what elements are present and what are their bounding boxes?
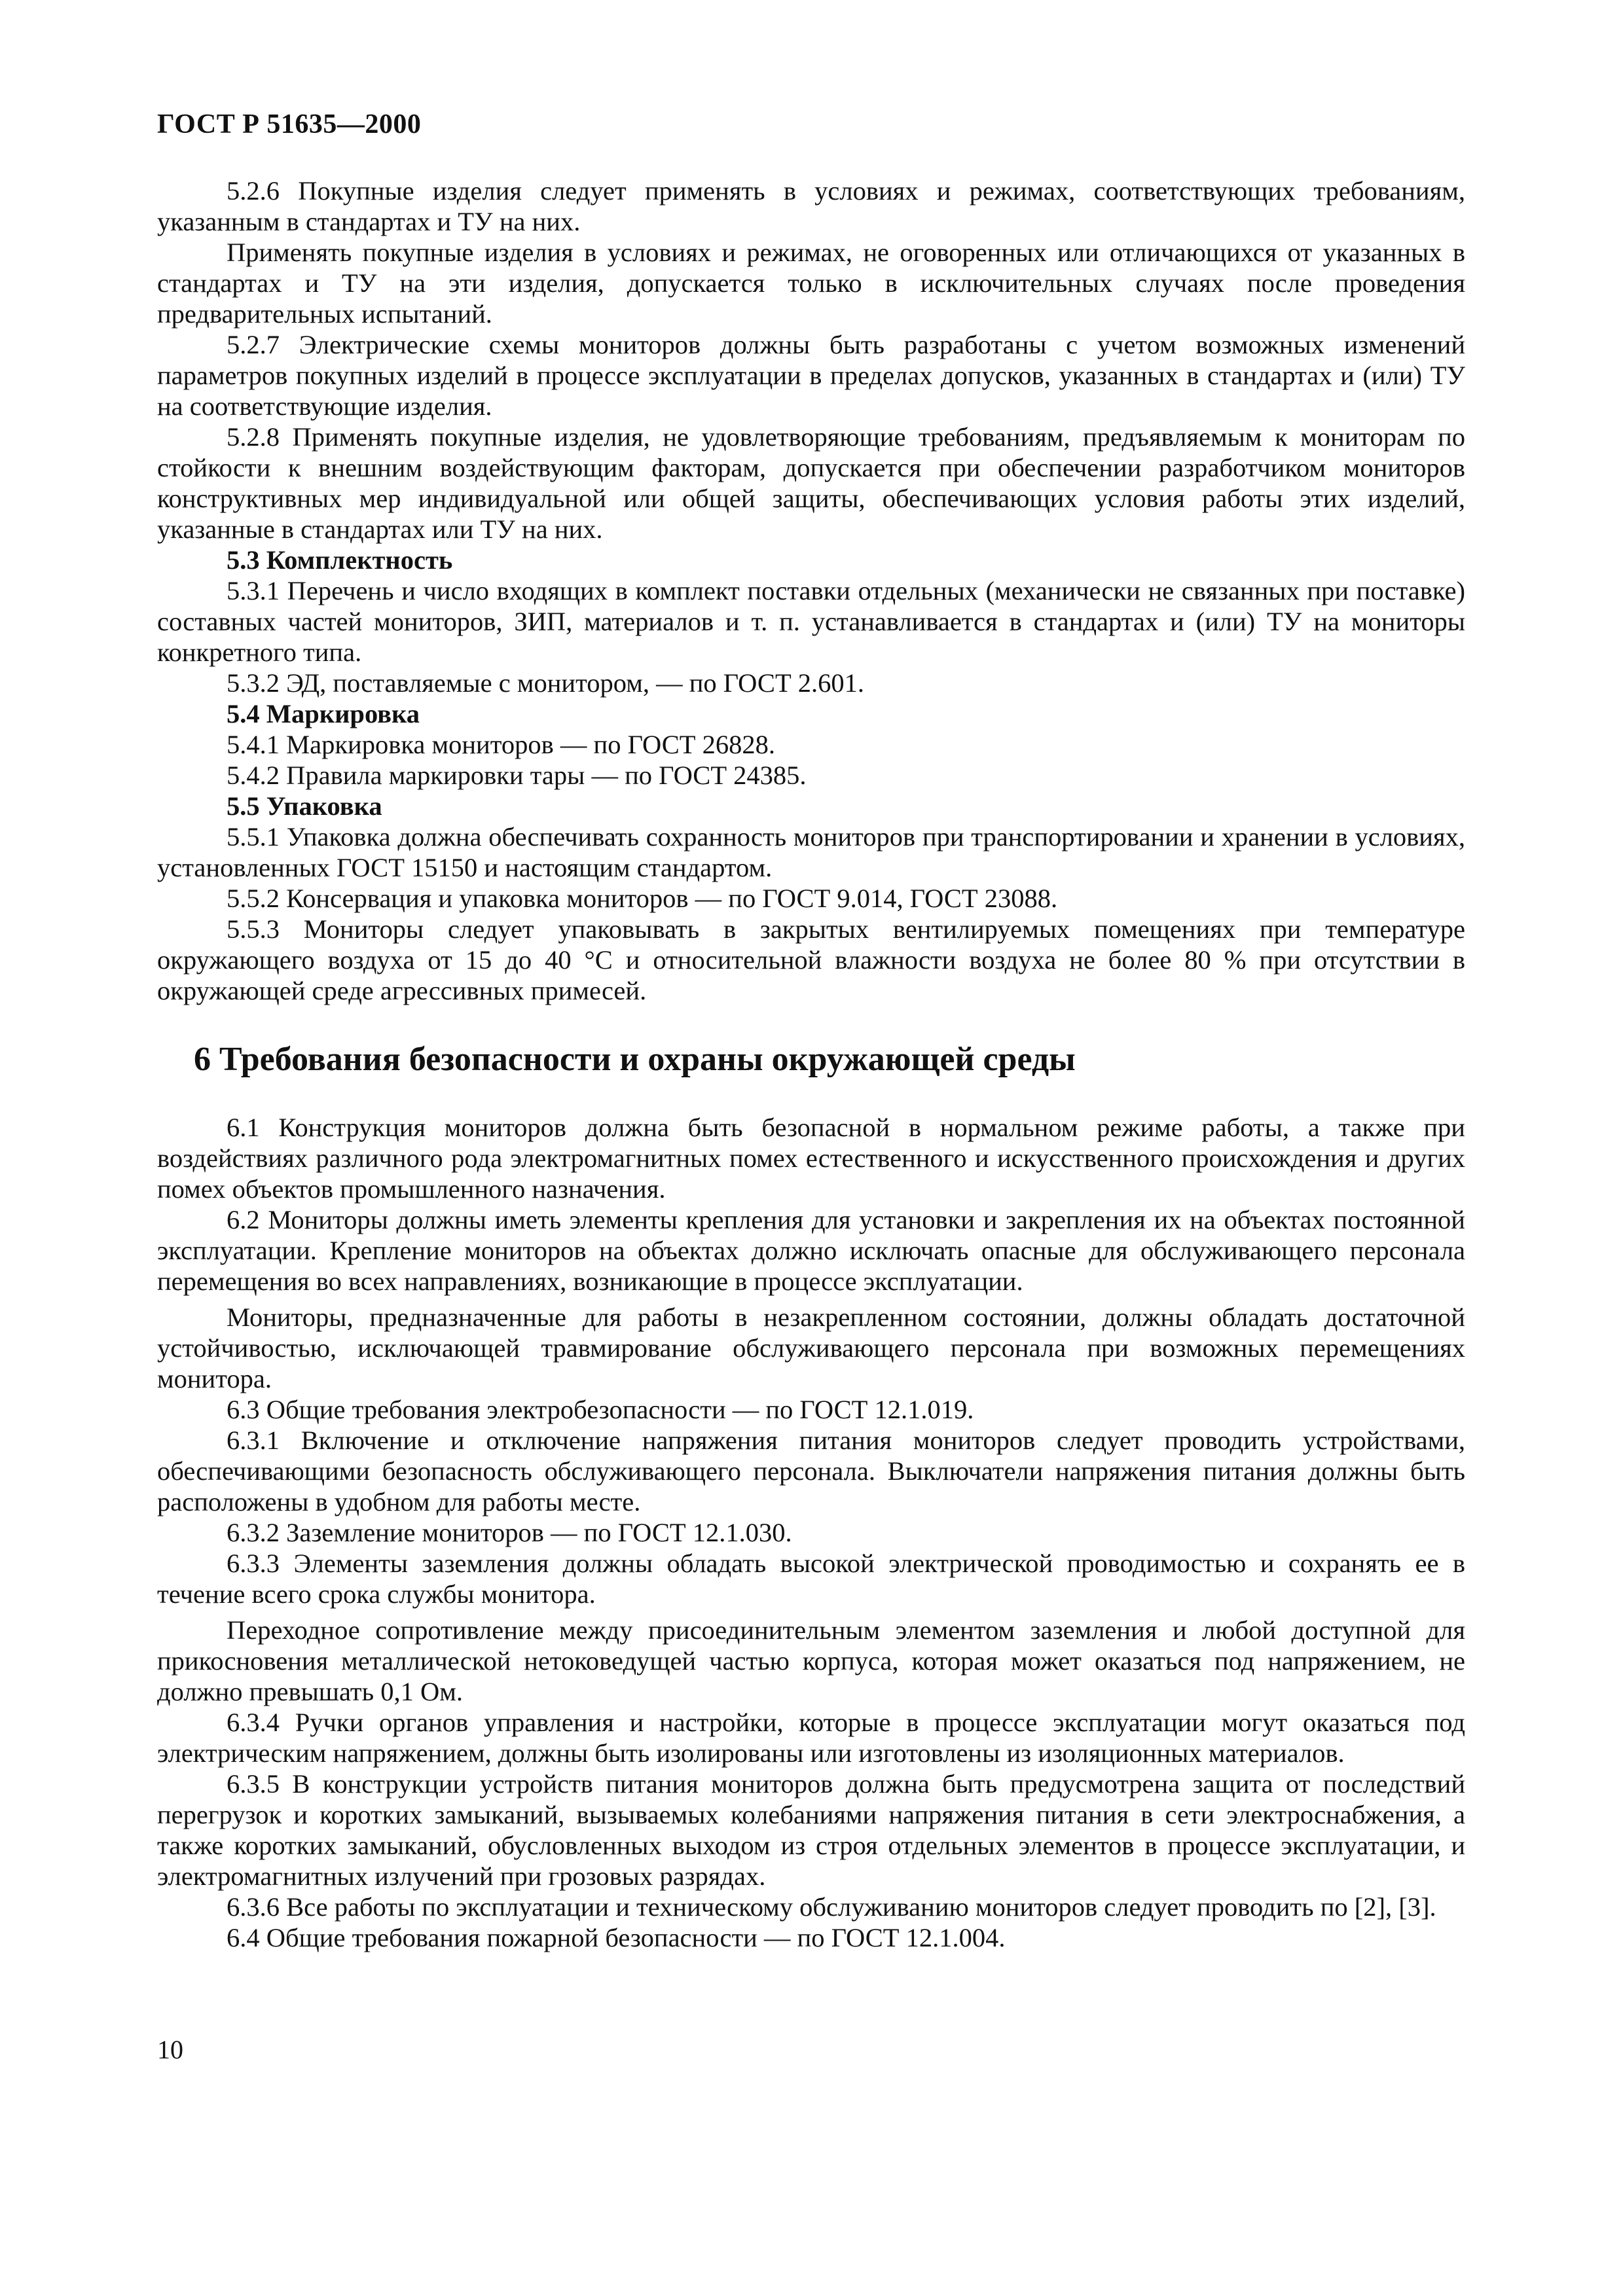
paragraph: 6.4 Общие требования пожарной безопасности — по ГОСТ 12.1.004. [227,1923,1006,1952]
paragraph: 6.3.1 Включение и отключение напряжения питания мониторов следует проводить устройствами, обеспечивающими безопасность обслуживающего персонала. Выключатели напряжения питания должны быть расположены в удобном для работы месте. [157,1426,1465,1516]
paragraph: 5.2.8 Применять покупные изделия, не удовлетворяющие требованиям, предъявляемым к мониторам по стойкости к внешним воздействующим факторам, допускается при обеспечении разработчиком мониторов конструктивных мер индивидуальной или общей защиты, обеспечивающих условия работы этих изделий, указанные в стандартах или ТУ на них. [157,422,1465,544]
paragraph: 5.4.1 Маркировка мониторов — по ГОСТ 26828. [227,730,775,759]
page-number: 10 [157,2035,183,2064]
subsection-heading: 5.4 Маркировка [227,699,420,728]
paragraph: 6.2 Мониторы должны иметь элементы крепления для установки и закрепления их на объектах постоянной эксплуатации. Крепление мониторов на объектах должно исключать опасные для обслуживающего персонала перемещения во всех направлениях, возникающие в процессе эксплуатации. [157,1205,1465,1296]
paragraph: Переходное сопротивление между присоединительным элементом заземления и любой доступной для прикосновения металлической нетоковедущей частью корпуса, которая может оказаться под напряжением, не должно превышать 0,1 Ом. [157,1615,1465,1706]
paragraph: 6.3.4 Ручки органов управления и настройки, которые в процессе эксплуатации могут оказаться под электрическим напряжением, должны быть изолированы или изготовлены из изоляционных материалов. [157,1708,1465,1768]
paragraph: 5.2.7 Электрические схемы мониторов должны быть разработаны с учетом возможных изменений параметров покупных изделий в процессе эксплуатации в пределах допусков, указанных в стандартах и (или) ТУ на соответствующие изделия. [157,330,1465,421]
paragraph: 6.3.5 В конструкции устройств питания мониторов должна быть предусмотрена защита от последствий перегрузок и коротких замыканий, вызываемых колебаниями напряжения питания в сети электроснабжения, а также коротких замыканий, обусловленных выходом из строя отдельных элементов в процессе эксплуатации, и электромагнитных излучений при грозовых разрядах. [157,1769,1465,1891]
paragraph: Применять покупные изделия в условиях и режимах, не оговоренных или отличающихся от указанных в стандартах и ТУ на эти изделия, допускается только в исключительных случаях после проведения предварительных испытаний. [157,238,1465,329]
paragraph: 6.3 Общие требования электробезопасности — по ГОСТ 12.1.019. [227,1395,974,1424]
paragraph: 5.5.2 Консервация и упаковка мониторов — по ГОСТ 9.014, ГОСТ 23088. [227,884,1058,913]
paragraph: 6.1 Конструкция мониторов должна быть безопасной в нормальном режиме работы, а также при воздействиях различного рода электромагнитных помех естественного и искусственного происхождения и других помех объектов промышленного назначения. [157,1113,1465,1204]
paragraph: 6.3.2 Заземление мониторов — по ГОСТ 12.1.030. [227,1518,792,1547]
paragraph: 6.3.3 Элементы заземления должны обладать высокой электрической проводимостью и сохранять ее в течение всего срока службы монитора. [157,1549,1465,1609]
paragraph: 5.4.2 Правила маркировки тары — по ГОСТ 24385. [227,761,807,790]
document-body [157,175,1465,1953]
subsection-heading: 5.3 Комплектность [227,545,453,575]
paragraph: 5.5.1 Упаковка должна обеспечивать сохранность мониторов при транспортировании и хранении в условиях, установленных ГОСТ 15150 и настоящим стандартом. [157,822,1465,882]
section-heading: 6 Требования безопасности и охраны окружающей среды [194,1041,1076,1078]
paragraph: 6.3.6 Все работы по эксплуатации и техническому обслуживанию мониторов следует проводить по [2], [3]. [227,1892,1436,1922]
paragraph: 5.2.6 Покупные изделия следует применять в условиях и режимах, соответствующих требованиям, указанным в стандартах и ТУ на них. [157,176,1465,236]
page-header-standard: ГОСТ Р 51635—2000 [157,109,422,139]
paragraph: Мониторы, предназначенные для работы в незакрепленном состоянии, должны обладать достаточной устойчивостью, исключающей травмирование обслуживающего персонала при возможных перемещениях монитора. [157,1302,1465,1393]
subsection-heading: 5.5 Упаковка [227,791,382,821]
paragraph: 5.3.1 Перечень и число входящих в комплект поставки отдельных (механически не связанных при поставке) составных частей мониторов, ЗИП, материалов и т. п. устанавливается в стандартах и (или) ТУ на мониторы конкретного типа. [157,576,1465,667]
paragraph: 5.3.2 ЭД, поставляемые с монитором, — по ГОСТ 2.601. [227,668,865,698]
paragraph: 5.5.3 Мониторы следует упаковывать в закрытых вентилируемых помещениях при температуре окружающего воздуха от 15 до 40 °С и относительной влажности воздуха не более 80 % при отсутствии в окружающей среде агрессивных примесей. [157,914,1465,1005]
